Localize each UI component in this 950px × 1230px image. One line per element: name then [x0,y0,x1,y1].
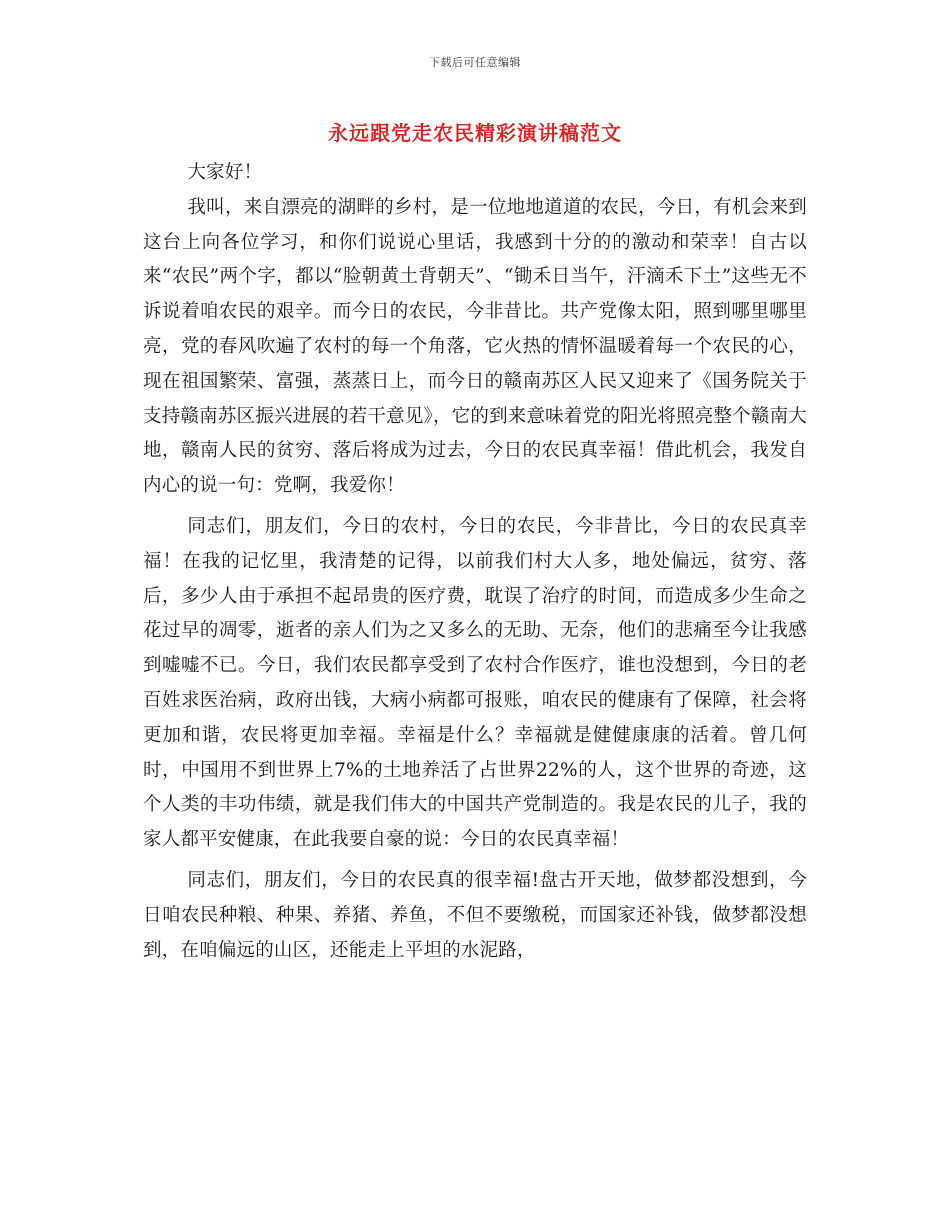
greeting-paragraph: 大家好！ [187,162,263,183]
document-title: 永远跟党走农民精彩演讲稿范文 [328,121,622,145]
body-paragraph: 我叫，来自漂亮的湖畔的乡村，是一位地地道道的农民，今日，有机会来到这台上向各位学习，和你们说说心里话，我感到十分的的激动和荣幸！自古以来“农民”两个字，都以“脸朝黄土背朝天”、“锄禾日当午，汗滴禾下土”这些无不诉说着咱农民的艰辛。而今日的农民，今非昔比。共产党像太阳，照到哪里哪里亮，党的春风吹遍了农村的每一个角落，它火热的情怀温暖着每一个农民的心，现在祖国繁荣、富强，蒸蒸日上，而今日的赣南苏区人民又迎来了《国务院关于支持赣南苏区振兴进展的若干意见》，它的到来意味着党的阳光将照亮整个赣南大地，赣南人民的贫穷、落后将成为过去，今日的农民真幸福！借此机会，我发自内心的说一句：党啊，我爱你！ [143,196,807,497]
page-header: 下载后可任意编辑 [429,56,521,69]
body-paragraph: 同志们，朋友们，今日的农村，今日的农民，今非昔比，今日的农民真幸福！在我的记忆里，我清楚的记得，以前我们村大人多，地处偏远，贫穷、落后，多少人由于承担不起昂贵的医疗费，耽误了治疗的时间，而造成多少生命之花过早的凋零，逝者的亲人们为之又多么的无助、无奈，他们的悲痛至今让我感到嘘嘘不已。今日，我们农民都享受到了农村合作医疗，谁也没想到，今日的老百姓求医治病，政府出钱，大病小病都可报账，咱农民的健康有了保障，社会将更加和谐，农民将更加幸福。幸福是什么？幸福就是健健康康的活着。曾几何时，中国用不到世界上7%的土地养活了占世界22%的人，这个世界的奇迹，这个人类的丰功伟绩，就是我们伟大的中国共产党制造的。我是农民的儿子，我的家人都平安健康，在此我要自豪的说：今日的农民真幸福！ [143,515,807,851]
body-paragraph: 同志们，朋友们，今日的农民真的很幸福!盘古开天地，做梦都没想到，今日咱农民种粮、种果、养猪、养鱼，不但不要缴税，而国家还补钱，做梦都没想到，在咱偏远的山区，还能走上平坦的水泥路， [143,869,807,961]
document-body [143,156,807,968]
